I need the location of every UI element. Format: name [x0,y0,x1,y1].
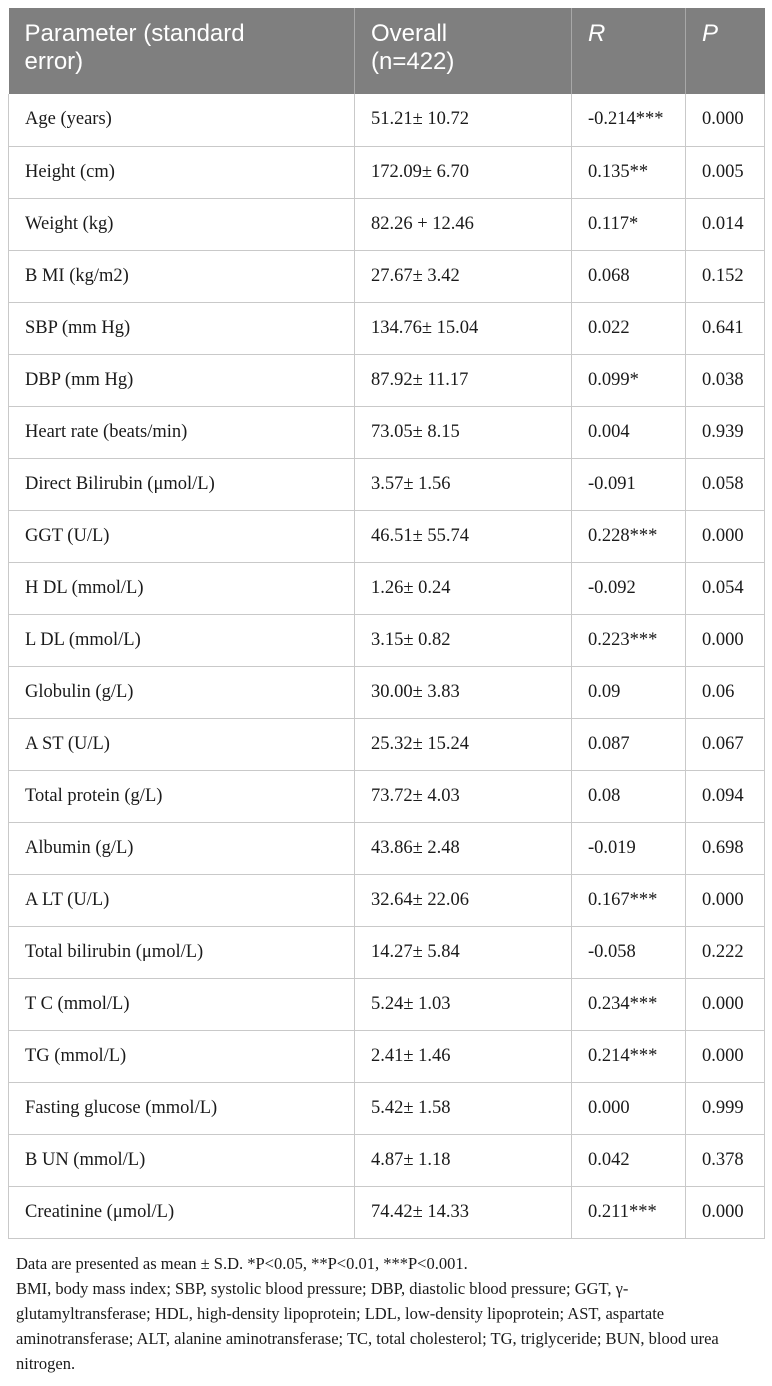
cell-parameter: T C (mmol/L) [9,978,355,1030]
cell-overall: 5.24± 1.03 [355,978,572,1030]
table-row [9,198,765,250]
cell-overall: 3.57± 1.56 [355,458,572,510]
cell-overall: 3.15± 0.82 [355,614,572,666]
cell-p: 0.000 [686,1030,765,1082]
cell-p: 0.222 [686,926,765,978]
table-row [9,978,765,1030]
cell-parameter: B UN (mmol/L) [9,1134,355,1186]
cell-parameter: B MI (kg/m2) [9,250,355,302]
cell-p: 0.038 [686,354,765,406]
header-r: R [572,8,686,94]
cell-parameter: TG (mmol/L) [9,1030,355,1082]
cell-parameter: L DL (mmol/L) [9,614,355,666]
cell-parameter: Heart rate (beats/min) [9,406,355,458]
cell-overall: 32.64± 22.06 [355,874,572,926]
cell-overall: 25.32± 15.24 [355,718,572,770]
cell-r: 0.022 [572,302,686,354]
cell-p: 0.000 [686,1186,765,1238]
cell-overall: 27.67± 3.42 [355,250,572,302]
cell-parameter: Albumin (g/L) [9,822,355,874]
table-row [9,926,765,978]
cell-overall: 74.42± 14.33 [355,1186,572,1238]
cell-overall: 5.42± 1.58 [355,1082,572,1134]
cell-p: 0.698 [686,822,765,874]
cell-r: 0.135** [572,146,686,198]
table-row [9,354,765,406]
table-row [9,770,765,822]
header-parameter-line1: Parameter (standard [24,20,245,47]
footnote-abbreviations: BMI, body mass index; SBP, systolic blood pressure; DBP, diastolic blood pressure; GGT, γ-glutamyltransferase; HDL, high-density lipoprotein; LDL, low-density lipoprotein; AST, aspartate aminotransferase; ALT, alanine aminotransferase; TC, total cholesterol; TG, triglyceride; BUN, blood urea nitrogen. [16,1278,719,1373]
cell-p: 0.939 [686,406,765,458]
table-row [9,562,765,614]
table-row [9,874,765,926]
cell-p: 0.000 [686,874,765,926]
cell-r: 0.099* [572,354,686,406]
table-row [9,302,765,354]
cell-overall: 172.09± 6.70 [355,146,572,198]
cell-parameter: GGT (U/L) [9,510,355,562]
table-row [9,718,765,770]
cell-p: 0.641 [686,302,765,354]
cell-r: -0.019 [572,822,686,874]
cell-p: 0.014 [686,198,765,250]
cell-r: 0.068 [572,250,686,302]
cell-parameter: Globulin (g/L) [9,666,355,718]
cell-parameter: Total bilirubin (μmol/L) [9,926,355,978]
cell-overall: 82.26 + 12.46 [355,198,572,250]
table-row [9,406,765,458]
cell-p: 0.152 [686,250,765,302]
cell-overall: 51.21± 10.72 [355,94,572,146]
table-row [9,250,765,302]
cell-parameter: Fasting glucose (mmol/L) [9,1082,355,1134]
cell-p: 0.378 [686,1134,765,1186]
cell-r: 0.211*** [572,1186,686,1238]
cell-p: 0.000 [686,614,765,666]
table-row [9,94,765,146]
table-row [9,458,765,510]
cell-overall: 1.26± 0.24 [355,562,572,614]
cell-r: -0.091 [572,458,686,510]
cell-parameter: A LT (U/L) [9,874,355,926]
header-parameter-line2: error) [24,48,84,75]
table-row [9,1134,765,1186]
cell-r: 0.234*** [572,978,686,1030]
cell-parameter: Creatinine (μmol/L) [9,1186,355,1238]
cell-p: 0.999 [686,1082,765,1134]
cell-p: 0.000 [686,510,765,562]
cell-parameter: Age (years) [9,94,355,146]
cell-r: -0.214*** [572,94,686,146]
cell-overall: 134.76± 15.04 [355,302,572,354]
table-body [9,94,765,1238]
table-row [9,510,765,562]
cell-r: 0.214*** [572,1030,686,1082]
cell-r: 0.223*** [572,614,686,666]
header-overall-line2: (n=422) [371,48,455,75]
table-row [9,1186,765,1238]
cell-r: 0.004 [572,406,686,458]
cell-overall: 4.87± 1.18 [355,1134,572,1186]
table-header [9,8,765,94]
cell-parameter: H DL (mmol/L) [9,562,355,614]
correlation-table [8,8,765,1239]
cell-r: -0.092 [572,562,686,614]
footnote-significance: Data are presented as mean ± S.D. *P<0.05, **P<0.01, ***P<0.001. [16,1253,468,1273]
cell-p: 0.06 [686,666,765,718]
cell-r: 0.09 [572,666,686,718]
cell-parameter: Direct Bilirubin (μmol/L) [9,458,355,510]
cell-p: 0.054 [686,562,765,614]
cell-r: 0.08 [572,770,686,822]
table-row [9,146,765,198]
cell-parameter: A ST (U/L) [9,718,355,770]
cell-overall: 30.00± 3.83 [355,666,572,718]
cell-p: 0.058 [686,458,765,510]
cell-parameter: SBP (mm Hg) [9,302,355,354]
cell-r: 0.087 [572,718,686,770]
table-row [9,614,765,666]
cell-r: 0.228*** [572,510,686,562]
cell-overall: 73.72± 4.03 [355,770,572,822]
cell-parameter: Weight (kg) [9,198,355,250]
cell-p: 0.005 [686,146,765,198]
header-overall [355,8,572,94]
cell-overall: 46.51± 55.74 [355,510,572,562]
cell-parameter: Height (cm) [9,146,355,198]
table-row [9,822,765,874]
header-overall-line1: Overall [371,20,448,47]
cell-overall: 43.86± 2.48 [355,822,572,874]
cell-r: -0.058 [572,926,686,978]
table-footnotes [8,1251,756,1376]
cell-p: 0.000 [686,978,765,1030]
cell-parameter: Total protein (g/L) [9,770,355,822]
cell-overall: 87.92± 11.17 [355,354,572,406]
cell-parameter: DBP (mm Hg) [9,354,355,406]
cell-p: 0.094 [686,770,765,822]
cell-r: 0.000 [572,1082,686,1134]
cell-p: 0.000 [686,94,765,146]
cell-overall: 73.05± 8.15 [355,406,572,458]
header-row [9,8,765,94]
cell-r: 0.042 [572,1134,686,1186]
table-row [9,666,765,718]
header-p: P [686,8,765,94]
header-parameter [9,8,355,94]
cell-overall: 14.27± 5.84 [355,926,572,978]
table-row [9,1082,765,1134]
table-row [9,1030,765,1082]
cell-p: 0.067 [686,718,765,770]
cell-r: 0.117* [572,198,686,250]
cell-r: 0.167*** [572,874,686,926]
cell-overall: 2.41± 1.46 [355,1030,572,1082]
